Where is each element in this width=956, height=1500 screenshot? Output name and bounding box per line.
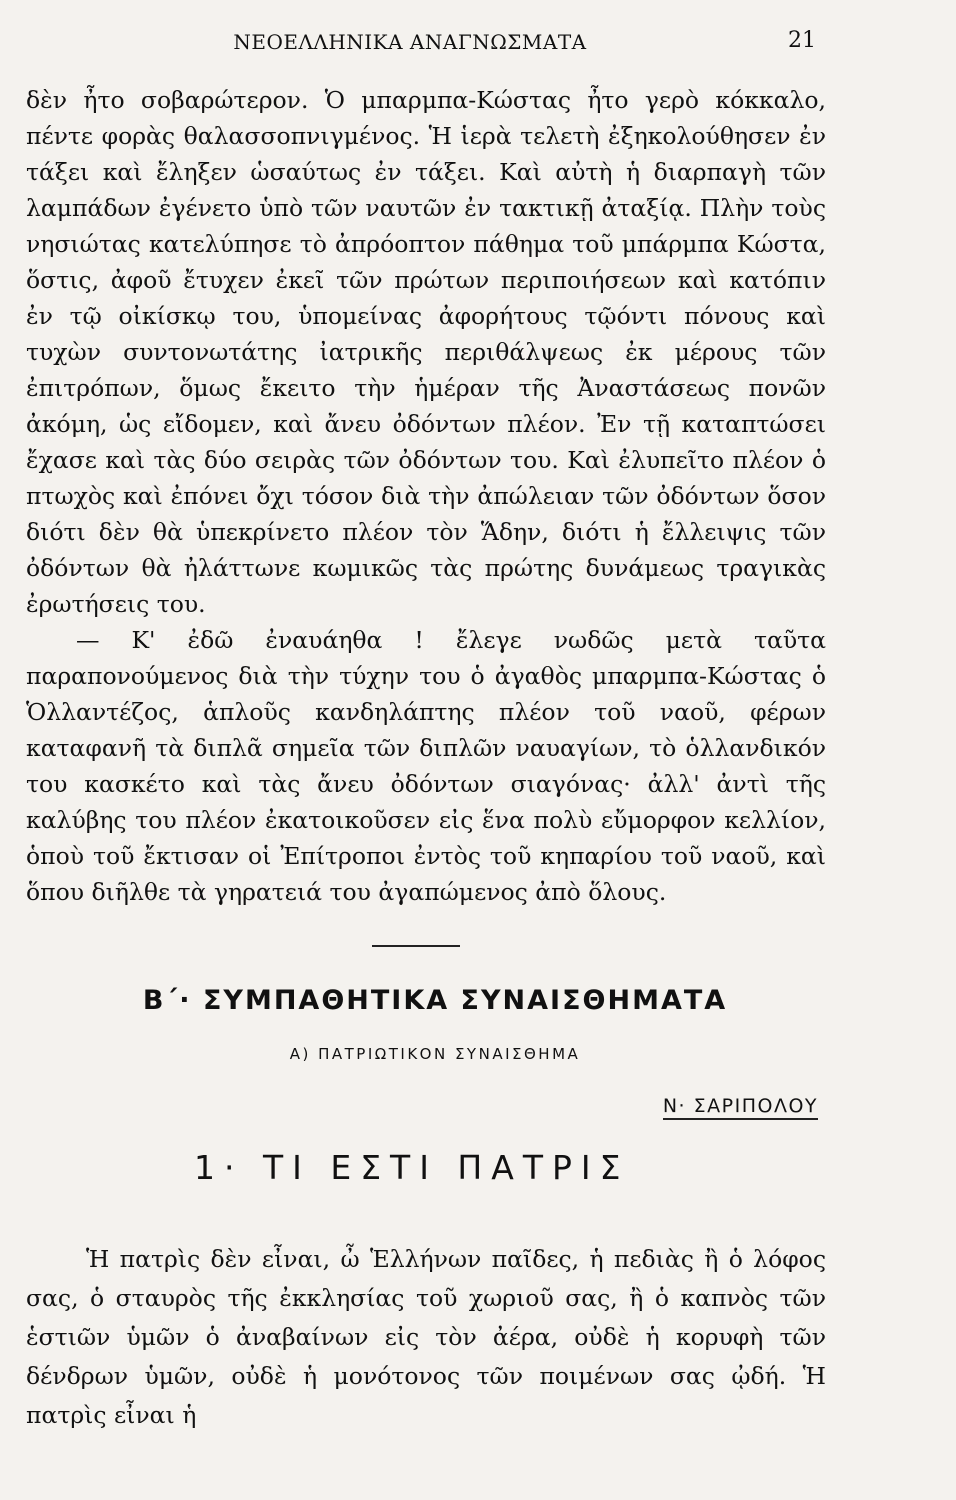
subsection-title: Α) ΠΑΤΡΙΩΤΙΚΟΝ ΣΥΝΑΙΣΘΗΜΑ <box>289 1045 581 1063</box>
page-number: 21 <box>788 28 816 53</box>
essay-paragraph: Ἡ πατρὶς δὲν εἶναι, ὦ Ἑλλήνων παῖδες, ἡ πεδιὰς ἢ ὁ λόφος σας, ὁ σταυρὸς τῆς ἐκκλησίας τοῦ χωριοῦ σας, ἢ ὁ καπνὸς τῶν ἑστιῶν ὑμῶν ὁ ἀναβαίνων εἰς τὸν ἀέρα, οὐδὲ ἡ κορυφὴ τῶν δένδρων ὑμῶν, οὐδὲ ἡ μονότονος τῶν ποιμένων σας ᾠδή. Ἡ πατρὶς εἶναι ἡ <box>26 1245 826 1429</box>
story-paragraph: δὲν ἦτο σοβαρώτερον. Ὁ μπαρμπα-Κώστας ἦτο γερὸ κόκκαλο, πέντε φορὰς θαλασσοπνιγμένος. Ἡ ἱερὰ τελετὴ ἐξηκολούθησεν ἐν τάξει καὶ ἔληξεν ὡσαύτως ἐν τάξει. Καὶ αὐτὴ ἡ διαρπαγὴ τῶν λαμπάδων ἐγένετο ὑπὸ τῶν ναυτῶν ἐν τακτικῇ ἀταξίᾳ. Πλὴν τοὺς νησιώτας κατελύπησε τὸ ἀπρόοπτον πάθημα τοῦ μπάρμπα Κώστα, ὅστις, ἀφοῦ ἔτυχεν ἐκεῖ τῶν πρώτων περιποιήσεων καὶ κατόπιν ἐν τῷ οἰκίσκῳ του, ὑπομείνας ἀφορήτους τῷόντι πόνους καὶ τυχὼν συντονωτάτης ἰατρικῆς περιθάλψεως ἐκ μέρους τῶν ἐπιτρόπων, ὅμως ἔκειτο τὴν ἡμέραν τῆς Ἀναστάσεως πονῶν ἀκόμη, ὡς εἴδομεν, καὶ ἄνευ ὀδόντων πλέον. Ἐν τῇ καταπτώσει ἔχασε καὶ τὰς δύο σειρὰς τῶν ὀδόντων του. Καὶ ἐλυπεῖτο πλέον ὁ πτωχὸς καὶ ἐπόνει ὄχι τόσον διὰ τὴν ἀπώλειαν τῶν ὀδόντων ὅσον διότι δὲν θὰ ὑπεκρίνετο πλέον τὸν Ἅδην, διότι ἡ ἔλλειψις τῶν ὀδόντων θὰ ἠλάττωνε κωμικῶς τὰς πρώτης δυνάμεως τραγικὰς ἐρωτήσεις του. <box>26 86 826 618</box>
essay-title: 1· ΤΙ ΕΣΤΙ ΠΑΤΡΙΣ <box>194 1148 630 1187</box>
running-head: ΝΕΟΕΛΛΗΝΙΚΑ ΑΝΑΓΝΩΣΜΑΤΑ <box>233 30 587 54</box>
section-divider <box>372 945 460 947</box>
essay-text <box>26 1240 826 1435</box>
story-paragraph: — Κ' ἐδῶ ἐναυάηθα ! ἔλεγε νωδῶς μετὰ ταῦτα παραπονούμενος διὰ τὴν τύχην του ὁ ἀγαθὸς μπαρμπα-Κώστας ὁ Ὁλλαντέζος, ἁπλοῦς κανδηλάπτης πλέον τοῦ ναοῦ, φέρων καταφανῆ τὰ διπλᾶ σημεῖα τῶν διπλῶν ναυαγίων, τὸ ὁλλανδικόν του κασκέτο καὶ τὰς ἄνευ ὀδόντων σιαγόνας· ἀλλ' ἀντὶ τῆς καλύβης του πλέον ἐκατοικοῦσεν εἰς ἕνα πολὺ εὔμορφον κελλίον, ὁποὺ τοῦ ἔκτισαν οἱ Ἐπίτροποι ἐντὸς τοῦ κηπαρίου τοῦ ναοῦ, καὶ ὅπου διῆλθε τὰ γηρατειά του ἀγαπώμενος ἀπὸ ὅλους. <box>26 626 826 906</box>
section-title: Β΄· ΣΥΜΠΑΘΗΤΙΚΑ ΣΥΝΑΙΣΘΗΜΑΤΑ <box>142 985 728 1016</box>
author-name: Ν· ΣΑΡΙΠΟΛΟΥ <box>663 1095 818 1120</box>
story-text <box>26 82 826 910</box>
